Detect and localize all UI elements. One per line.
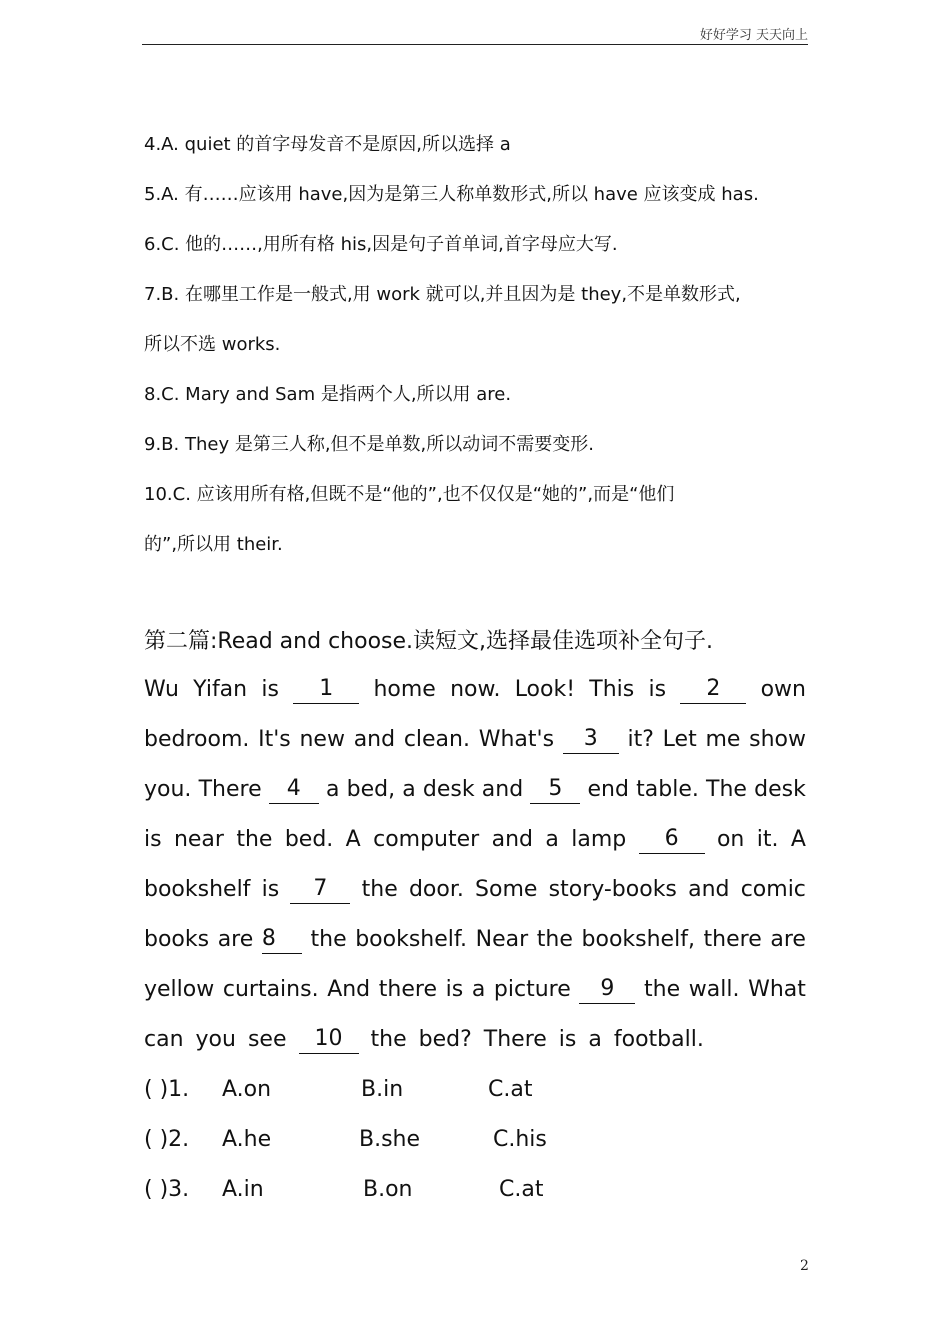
word: There [483,1027,547,1052]
word: now. [450,677,501,702]
blank-5: 5 [530,776,580,804]
passage-line-1 [144,676,806,704]
word: Yifan [193,677,248,702]
explanation-7: 7.B. 在哪里工作是一般式,用 work 就可以,并且因为是 they,不是单数形式, [144,284,741,305]
passage-line-5 [144,876,806,904]
word: curtains. [222,977,319,1002]
word: a [471,977,486,1002]
word: desk [754,777,806,802]
page-number: 2 [800,1258,809,1274]
word: is [261,677,279,702]
word: home [373,677,436,702]
blank-9: 9 [579,976,635,1004]
word: clean. [403,727,470,752]
word: What [748,977,806,1002]
passage-line-8 [144,1026,806,1054]
question-number: ( )1. [144,1077,190,1102]
word: and [688,877,730,902]
explanation-7-cont: 所以不选 works. [144,334,281,355]
passage-line-2 [144,726,806,754]
word: a [545,827,559,852]
word: the [370,1027,407,1052]
word: table. [636,777,699,802]
word: yellow [144,977,215,1002]
word: show [749,727,806,752]
word: books [144,927,210,952]
word: a [588,1027,602,1052]
passage-line-3 [144,776,806,804]
word: And [327,977,371,1002]
option-b: B.on [363,1177,413,1202]
word: and [491,827,533,852]
option-c: C.at [488,1077,533,1102]
option-c: C.his [493,1127,547,1152]
explanation-8: 8.C. Mary and Sam 是指两个人,所以用 are. [144,384,512,405]
word: There [198,777,262,802]
word: own [760,677,806,702]
word: the [644,977,681,1002]
blank-10: 10 [299,1026,359,1054]
explanation-6: 6.C. 他的……,用所有格 his,因是句子首单词,首字母应大写. [144,234,618,255]
word: bedroom. [144,727,250,752]
word: the [236,827,273,852]
word: see [247,1027,287,1052]
explanation-9: 9.B. They 是第三人称,但不是单数,所以动词不需要变形. [144,434,594,455]
word: the [536,927,573,952]
word: football. [613,1027,704,1052]
word: it. [756,827,779,852]
word: there [378,977,437,1002]
option-a: A.he [222,1127,272,1152]
word: Look! [514,677,576,702]
word: What's [478,727,555,752]
word: A [345,827,361,852]
word: lamp [571,827,627,852]
word: bed, [346,777,396,802]
option-a: A.on [222,1077,272,1102]
word: are [217,927,254,952]
question-number: ( )2. [144,1127,190,1152]
option-b: B.in [361,1077,404,1102]
blank-4: 4 [269,776,319,804]
passage-line-7 [144,976,806,1004]
word: a [402,777,416,802]
blank-2: 2 [680,676,746,704]
word: and [353,727,396,752]
word: Wu [144,677,179,702]
word: This [589,677,635,702]
word: are [770,927,806,952]
word: near [173,827,224,852]
word: Some [475,877,538,902]
explanation-4: 4.A. quiet 的首字母发音不是原因,所以选择 a [144,134,511,155]
word: on [716,827,745,852]
blank-1: 1 [293,676,359,704]
word: bed? [418,1027,472,1052]
word: and [481,777,524,802]
word: It's [258,727,291,752]
word: end [587,777,629,802]
word: Near [475,927,529,952]
word: is [144,827,162,852]
blank-6: 6 [639,826,705,854]
page-header-text: 好好学习 天天向上 [699,28,808,43]
word: there [703,927,762,952]
word: comic [740,877,806,902]
word: it? [627,727,654,752]
word: bookshelf. [355,927,468,952]
word: picture [493,977,571,1002]
word: A [790,827,806,852]
word: a [325,777,340,802]
word: computer [373,827,480,852]
word: me [705,727,741,752]
word: you. [144,777,192,802]
word: you [195,1027,236,1052]
passage-line-6 [144,926,806,954]
section-title: 第二篇:Read and choose.读短文,选择最佳选项补全句子. [144,629,714,654]
word: is [648,677,667,702]
explanation-10: 10.C. 应该用所有格,但既不是“他的”,也不仅仅是“她的”,而是“他们 [144,484,675,505]
blank-7: 7 [290,876,350,904]
word: can [144,1027,184,1052]
word: Let [662,727,697,752]
word: story-books [548,877,677,902]
word: bookshelf, [581,927,695,952]
option-b: B.she [359,1127,421,1152]
explanation-5: 5.A. 有……应该用 have,因为是第三人称单数形式,所以 have 应该变成 has. [144,184,759,205]
word: wall. [688,977,740,1002]
word: is [261,877,280,902]
header-divider [142,44,808,45]
blank-3: 3 [563,726,619,754]
word: The [706,777,747,802]
word: the [310,927,347,952]
question-number: ( )3. [144,1177,190,1202]
blank-8: 8 [262,926,302,954]
word: bookshelf [144,877,251,902]
word: is [558,1027,577,1052]
word: the [361,877,398,902]
word: bed. [284,827,334,852]
option-c: C.at [499,1177,544,1202]
word: is [445,977,464,1002]
passage-line-4 [144,826,806,854]
word: desk [422,777,475,802]
word: new [299,727,345,752]
option-a: A.in [222,1177,264,1202]
explanation-10-cont: 的”,所以用 their. [144,534,283,555]
word: door. [408,877,464,902]
